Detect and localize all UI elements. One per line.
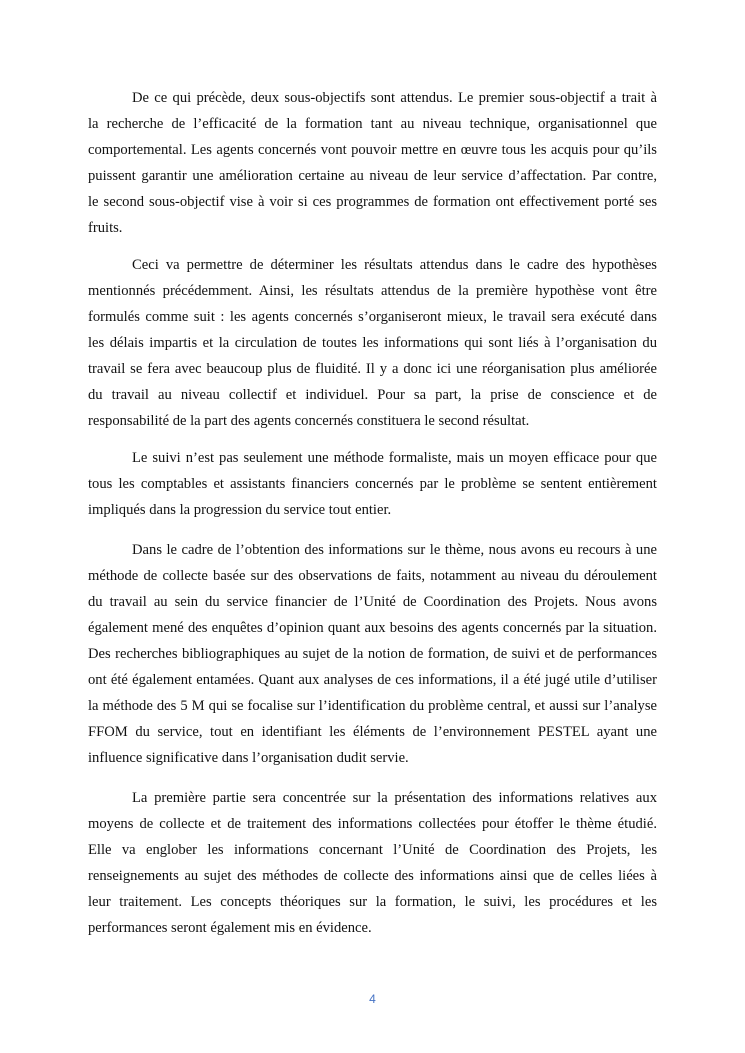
text-line: Ceci va permettre de déterminer les résultats attendus dans le cadre des hypothèses: [132, 257, 657, 273]
text-line: la recherche de l’efficacité de la formation tant au niveau technique, organisationnel que: [88, 116, 657, 132]
text-line: du travail au sein du service financier de l’Unité de Coordination des Projets. Nous avons: [88, 594, 657, 610]
text-line: La première partie sera concentrée sur la présentation des informations relatives aux: [132, 790, 657, 806]
page-number: 4: [369, 992, 376, 1006]
text-line: influence significative dans l’organisation dudit servie.: [88, 750, 409, 766]
text-line: comportemental. Les agents concernés vont pouvoir mettre en œuvre tous les acquis pour qu’ils: [88, 142, 657, 158]
text-line: Dans le cadre de l’obtention des informations sur le thème, nous avons eu recours à une: [132, 542, 657, 558]
paragraph-methodology: [88, 537, 657, 771]
text-line: impliqués dans la progression du service tout entier.: [88, 502, 392, 518]
text-line: méthode de collecte basée sur des observations de faits, notamment au niveau du déroulement: [88, 568, 657, 584]
text-line: mentionnés précédemment. Ainsi, les résultats attendus de la première hypothèse vont être: [88, 283, 657, 299]
text-line: moyens de collecte et de traitement des informations collectées pour étoffer le thème étudié.: [88, 816, 657, 832]
text-line: du travail au niveau collectif et individuel. Pour sa part, la prise de conscience et de: [88, 387, 657, 403]
text-line: puissent garantir une amélioration certaine au niveau de leur service d’affectation. Par contre,: [88, 168, 657, 184]
text-line: Elle va englober les informations concernant l’Unité de Coordination des Projets, les: [88, 842, 657, 858]
text-line: Le suivi n’est pas seulement une méthode formaliste, mais un moyen efficace pour que: [132, 450, 657, 466]
paragraph-follow-up: [88, 445, 657, 523]
text-line: FFOM du service, tout en identifiant les éléments de l’environnement PESTEL ayant une: [88, 724, 657, 740]
text-line: De ce qui précède, deux sous-objectifs sont attendus. Le premier sous-objectif a trait à: [132, 90, 657, 106]
text-line: travail se fera avec beaucoup plus de fluidité. Il y a donc ici une réorganisation plus améliorée: [88, 361, 657, 377]
text-line: également mené des enquêtes d’opinion quant aux besoins des agents concernés par la situation.: [88, 620, 657, 636]
text-line: leur traitement. Les concepts théoriques sur la formation, le suivi, les procédures et les: [88, 894, 657, 910]
paragraph-sub-objectives: [88, 85, 657, 241]
text-line: le second sous-objectif vise à voir si ces programmes de formation ont effectivement porté ses: [88, 194, 657, 210]
text-line: performances seront également mis en évidence.: [88, 920, 372, 936]
text-line: formulés comme suit : les agents concernés s’organiseront mieux, le travail sera exécuté dans: [88, 309, 657, 325]
text-line: la méthode des 5 M qui se focalise sur l’identification du problème central, et aussi sur l’analyse: [88, 698, 657, 714]
paragraph-expected-results: [88, 252, 657, 434]
text-line: Des recherches bibliographiques au sujet de la notion de formation, de suivi et de performances: [88, 646, 657, 662]
text-line: renseignements au sujet des méthodes de collecte des informations ainsi que de celles liées à: [88, 868, 657, 884]
text-line: responsabilité de la part des agents concernés constituera le second résultat.: [88, 413, 530, 429]
text-line: ont été également entamées. Quant aux analyses de ces informations, il a été jugé utile d’utiliser: [88, 672, 657, 688]
text-line: tous les comptables et assistants financiers concernés par le problème se sentent entièrement: [88, 476, 657, 492]
text-line: les délais impartis et la circulation de toutes les informations qui sont liés à l’organisation du: [88, 335, 657, 351]
text-line: fruits.: [88, 220, 123, 236]
paragraph-first-part: [88, 785, 657, 941]
